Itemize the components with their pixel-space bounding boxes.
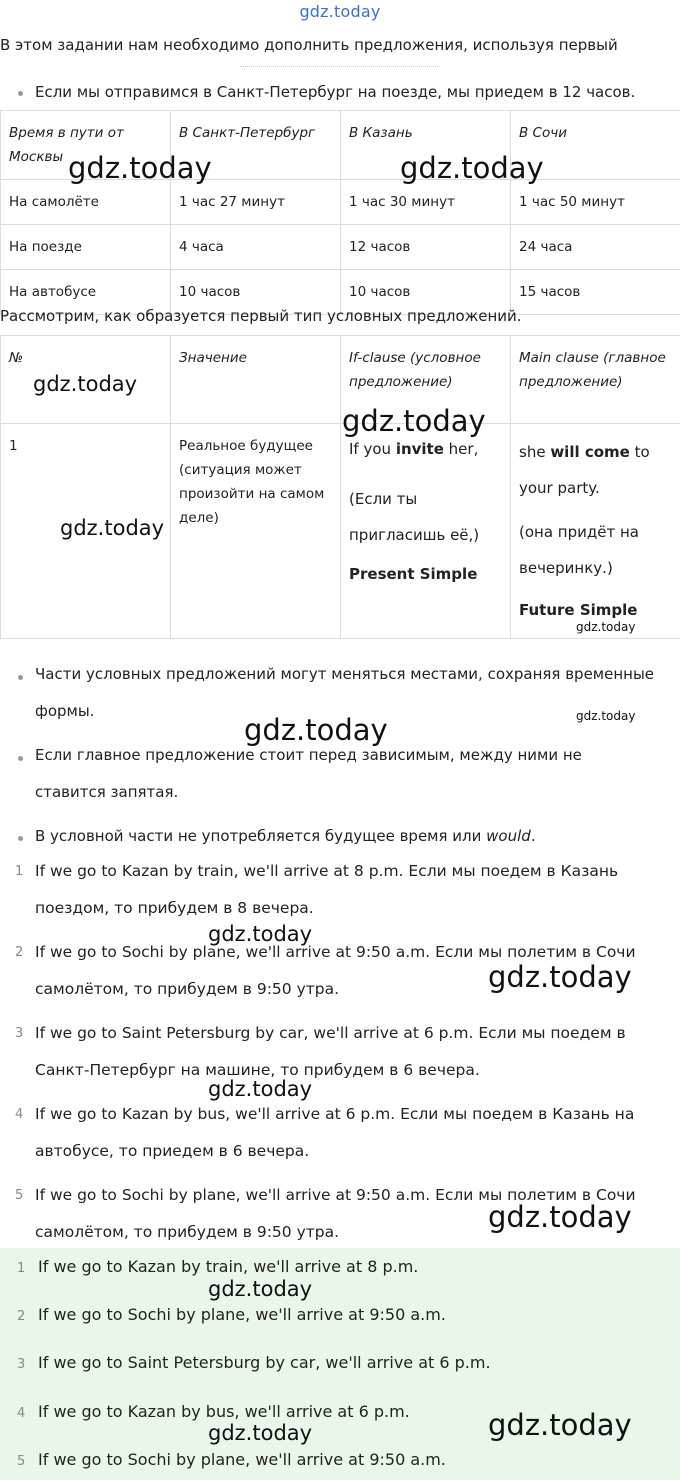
sentence-item: If we go to Kazan by train, we'll arrive at 8 p.m. Если мы поедем в Казань поездом, то прибудем в 8 вечера. [35, 862, 619, 917]
sentence-item: If we go to Sochi by plane, we'll arrive at 9:50 a.m. Если мы полетим в Сочи самолётом, то прибудем в 9:50 утра. [35, 943, 636, 998]
header-cell: В Санкт-Петербург [171, 111, 341, 180]
table-cell: На автобусе [1, 270, 171, 315]
table-cell: 1 час 30 минут [341, 180, 511, 225]
table-row [1, 225, 680, 270]
header-cell: Значение [171, 336, 341, 424]
table-cell: 1 час 50 минут [511, 180, 680, 225]
watermark: gdz.today [488, 960, 632, 994]
answer-number: 1 [17, 1261, 26, 1276]
table-cell: На поезде [1, 225, 171, 270]
if-clause-cell [341, 424, 511, 639]
answer-number: 2 [17, 1309, 26, 1324]
watermark: gdz.today [33, 372, 138, 396]
watermark: gdz.today [208, 1277, 313, 1301]
rule-swap-parts: Части условных предложений могут меняться местами, сохраняя временные формы. [35, 665, 655, 720]
watermark: gdz.today [244, 713, 388, 747]
table-cell: На самолёте [1, 180, 171, 225]
watermark: gdz.today [576, 709, 636, 723]
header-cell: If-clause (условное предложение) [341, 336, 511, 424]
answer-item: If we go to Sochi by plane, we'll arrive at 9:50 a.m. [38, 1305, 446, 1324]
sentence-item: If we go to Sochi by plane, we'll arrive at 9:50 a.m. Если мы полетим в Сочи самолётом, то прибудем в 9:50 утра. [35, 1186, 636, 1241]
sentence-item: If we go to Saint Petersburg by car, we'll arrive at 6 p.m. Если мы поедем в Санкт-Петербург на машине, то прибудем в 6 вечера. [35, 1024, 626, 1079]
if-clause-translation: (Если ты пригласишь её,) [349, 490, 480, 544]
answer-item: If we go to Saint Petersburg by car, we'll arrive at 6 p.m. [38, 1353, 491, 1372]
table-cell: 10 часов [341, 270, 511, 315]
header-cell: Время в пути от Москвы [1, 111, 171, 180]
rule-no-comma: Если главное предложение стоит перед зависимым, между ними не ставится запятая. [35, 746, 582, 801]
intro-bullet-example: Если мы отправимся в Санкт-Петербург на поезде, мы приедем в 12 часов. [35, 83, 636, 101]
table-cell: 24 часа [511, 225, 680, 270]
header-cell: В Казань [341, 111, 511, 180]
watermark: gdz.today [488, 1200, 632, 1234]
sentence-number: 5 [15, 1188, 24, 1203]
sentence-number: 4 [15, 1107, 24, 1122]
answer-number: 3 [17, 1357, 26, 1372]
watermark: gdz.today [60, 516, 165, 540]
bullet-dot [18, 91, 23, 96]
cut-line-divider [240, 66, 440, 72]
bullet-dot [18, 756, 23, 761]
watermark: gdz.today [208, 1077, 313, 1101]
watermark: gdz.today [68, 151, 212, 185]
conditional-intro: Рассмотрим, как образуется первый тип условных предложений. [0, 307, 522, 325]
header-cell: Main clause (главное предложение) [511, 336, 680, 424]
watermark: gdz.today [488, 1408, 632, 1442]
answer-number: 4 [17, 1406, 26, 1421]
if-clause-example: If you invite her, [349, 440, 479, 458]
table-cell: 4 часа [171, 225, 341, 270]
intro-text: В этом задании нам необходимо дополнить предложения, используя первый [0, 36, 618, 54]
main-clause-tense: Future Simple [519, 601, 638, 619]
watermark: gdz.today [208, 922, 313, 946]
row-number-cell: 1 [1, 424, 171, 639]
bullet-dot [18, 675, 23, 680]
main-clause-translation: (она придёт на вечеринку.) [519, 523, 639, 577]
if-clause-tense: Present Simple [349, 565, 478, 583]
table-cell: 10 часов [171, 270, 341, 315]
answer-number: 5 [17, 1454, 26, 1469]
watermark: gdz.today [400, 151, 544, 185]
watermark: gdz.today [208, 1421, 313, 1445]
answer-item: If we go to Kazan by bus, we'll arrive at 6 p.m. [38, 1402, 410, 1421]
table-cell: 1 час 27 минут [171, 180, 341, 225]
header-cell: № [1, 336, 171, 424]
meaning-cell: Реальное будущее (ситуация может произойти на самом деле) [171, 424, 341, 639]
sentence-number: 2 [15, 945, 24, 960]
main-clause-cell [511, 424, 680, 639]
table-cell: 15 часов [511, 270, 680, 315]
watermark: gdz.today [342, 404, 486, 438]
sentence-number: 1 [15, 864, 24, 879]
header-cell: В Сочи [511, 111, 680, 180]
travel-time-table [0, 110, 680, 315]
answer-item: If we go to Kazan by train, we'll arrive at 8 p.m. [38, 1257, 419, 1276]
answer-item: If we go to Sochi by plane, we'll arrive at 9:50 a.m. [38, 1450, 446, 1469]
sentence-number: 3 [15, 1026, 24, 1041]
table-row [1, 180, 680, 225]
bullet-dot [18, 836, 23, 841]
watermark: gdz.today [576, 620, 636, 634]
table-cell: 12 часов [341, 225, 511, 270]
main-clause-example: she will come to your party. [519, 443, 650, 497]
site-logo[interactable]: gdz.today [299, 2, 381, 21]
sentence-item: If we go to Kazan by bus, we'll arrive at 6 p.m. Если мы поедем в Казань на автобусе, то приедем в 6 вечера. [35, 1105, 635, 1160]
rule-no-future: В условной части не употребляется будущее время или would. [35, 827, 536, 845]
